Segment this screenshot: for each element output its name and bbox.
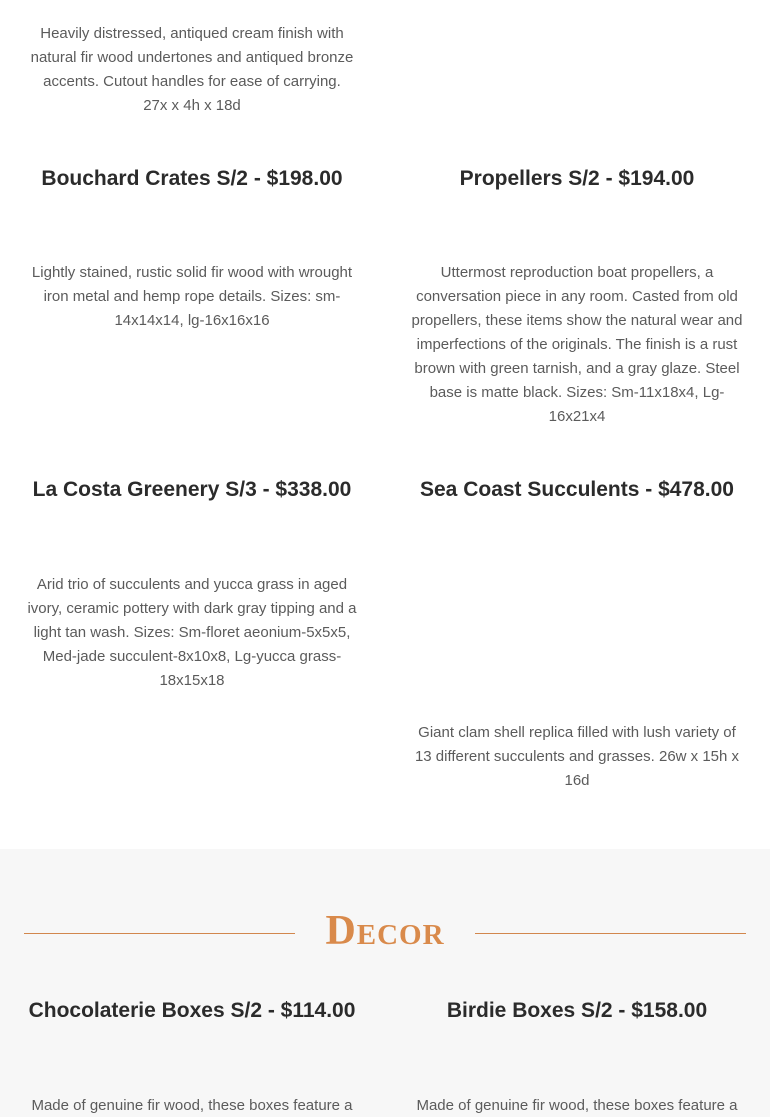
product-title-birdie-boxes[interactable]: Birdie Boxes S/2 - $158.00	[446, 999, 708, 1022]
product-title-bouchard-crates[interactable]: Bouchard Crates S/2 - $198.00	[41, 167, 343, 190]
decor-section	[0, 849, 770, 1117]
heading-divider-right	[475, 933, 746, 934]
propellers-description: Uttermost reproduction boat propellers, a conversation piece in any room. Casted from old propellers, these items show the natural wear and imperfections of the originals. The finish is a rust brown with green tarnish, and a gray glaze. Steel base is matte black. Sizes: Sm-11x18x4, Lg-16x21x4	[411, 264, 743, 425]
chocolaterie-boxes-description: Made of genuine fir wood, these boxes feature a	[31, 1097, 353, 1114]
la-costa-greenery-description: Arid trio of succulents and yucca grass in aged ivory, ceramic pottery with dark gray tipping and a light tan wash. Sizes: Sm-floret aeonium-5x5x5, Med-jade succulent-8x10x8, Lg-yucca grass-18x15x18	[27, 576, 357, 689]
product-title-propellers[interactable]: Propellers S/2 - $194.00	[459, 167, 695, 190]
product-title-chocolaterie-boxes[interactable]: Chocolaterie Boxes S/2 - $114.00	[28, 999, 356, 1022]
sea-coast-succulents-description: Giant clam shell replica filled with lush variety of 13 different succulents and grasses. 26w x 15h x 16d	[414, 724, 740, 789]
section-heading-decor: Decor	[325, 908, 445, 954]
product-title-sea-coast-succulents[interactable]: Sea Coast Succulents - $478.00	[420, 478, 734, 501]
heading-divider-left	[24, 933, 295, 934]
bouchard-crates-description: Lightly stained, rustic solid fir wood with wrought iron metal and hemp rope details. Sizes: sm-14x14x14, lg-16x16x16	[31, 264, 353, 329]
product-title-la-costa-greenery[interactable]: La Costa Greenery S/3 - $338.00	[32, 478, 352, 501]
birdie-boxes-description: Made of genuine fir wood, these boxes feature a	[416, 1097, 738, 1114]
crate-dimensions: 27x x 4h x 18d	[143, 97, 241, 114]
crate-description: Heavily distressed, antiqued cream finish with natural fir wood undertones and antiqued bronze accents. Cutout handles for ease of carrying.	[30, 25, 354, 90]
